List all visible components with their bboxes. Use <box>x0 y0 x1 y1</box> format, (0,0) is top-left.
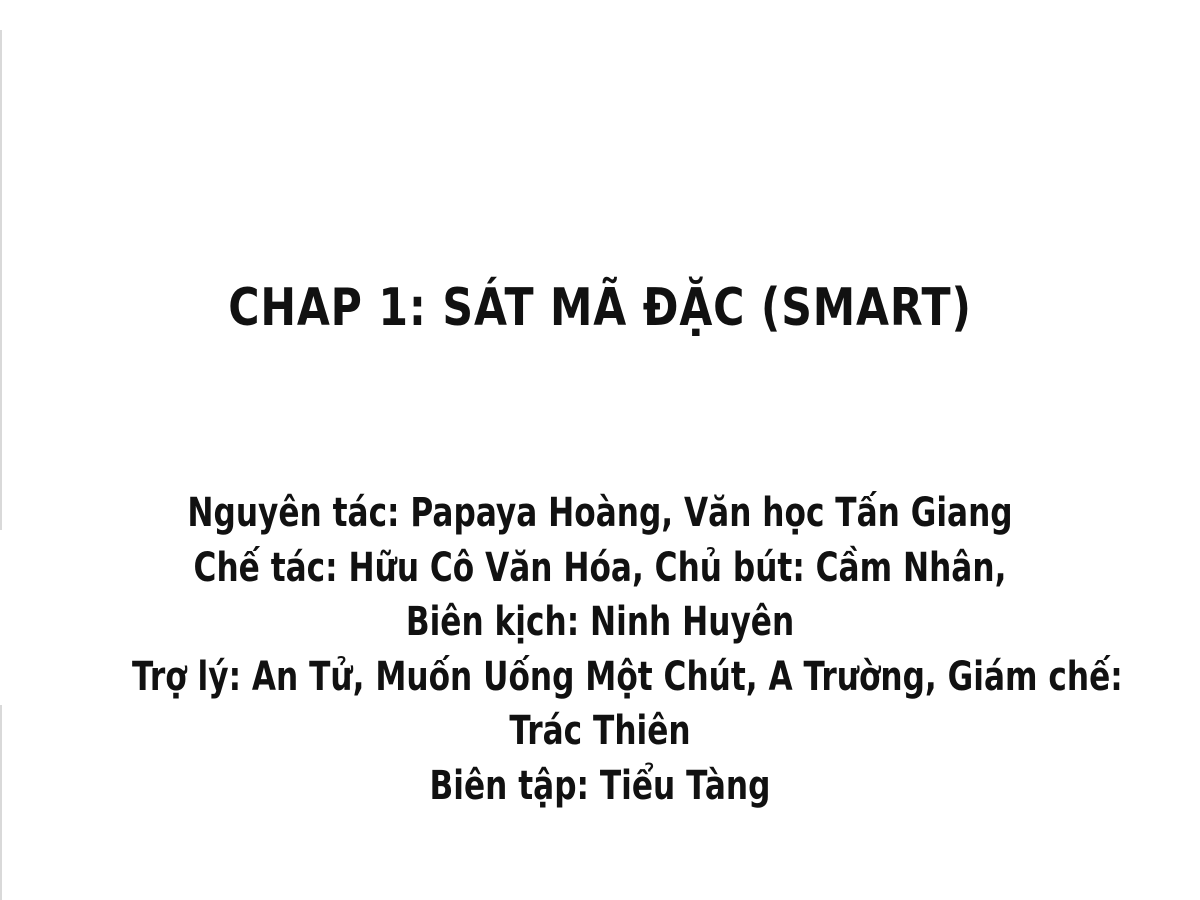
chapter-title: CHAP 1: SÁT MÃ ĐẶC (SMART) <box>228 278 972 338</box>
credit-line-assistants: Trợ lý: An Tử, Muốn Uống Một Chút, A Trường, Giám chế: <box>132 653 1123 700</box>
credit-line-screenwriter: Biên kịch: Ninh Huyên <box>405 599 795 645</box>
credit-line-editor: Biên tập: Tiểu Tàng <box>429 762 771 809</box>
credits-block <box>132 486 1123 813</box>
credit-line-supervisor: Trác Thiên <box>509 708 691 754</box>
left-edge-mark-bottom <box>0 705 2 900</box>
left-edge-mark-top <box>0 30 2 530</box>
credit-line-production: Chế tác: Hữu Cô Văn Hóa, Chủ bút: Cầm Nhân, <box>193 544 1007 591</box>
credit-line-original-author: Nguyên tác: Papaya Hoàng, Văn học Tấn Giang <box>187 490 1013 536</box>
